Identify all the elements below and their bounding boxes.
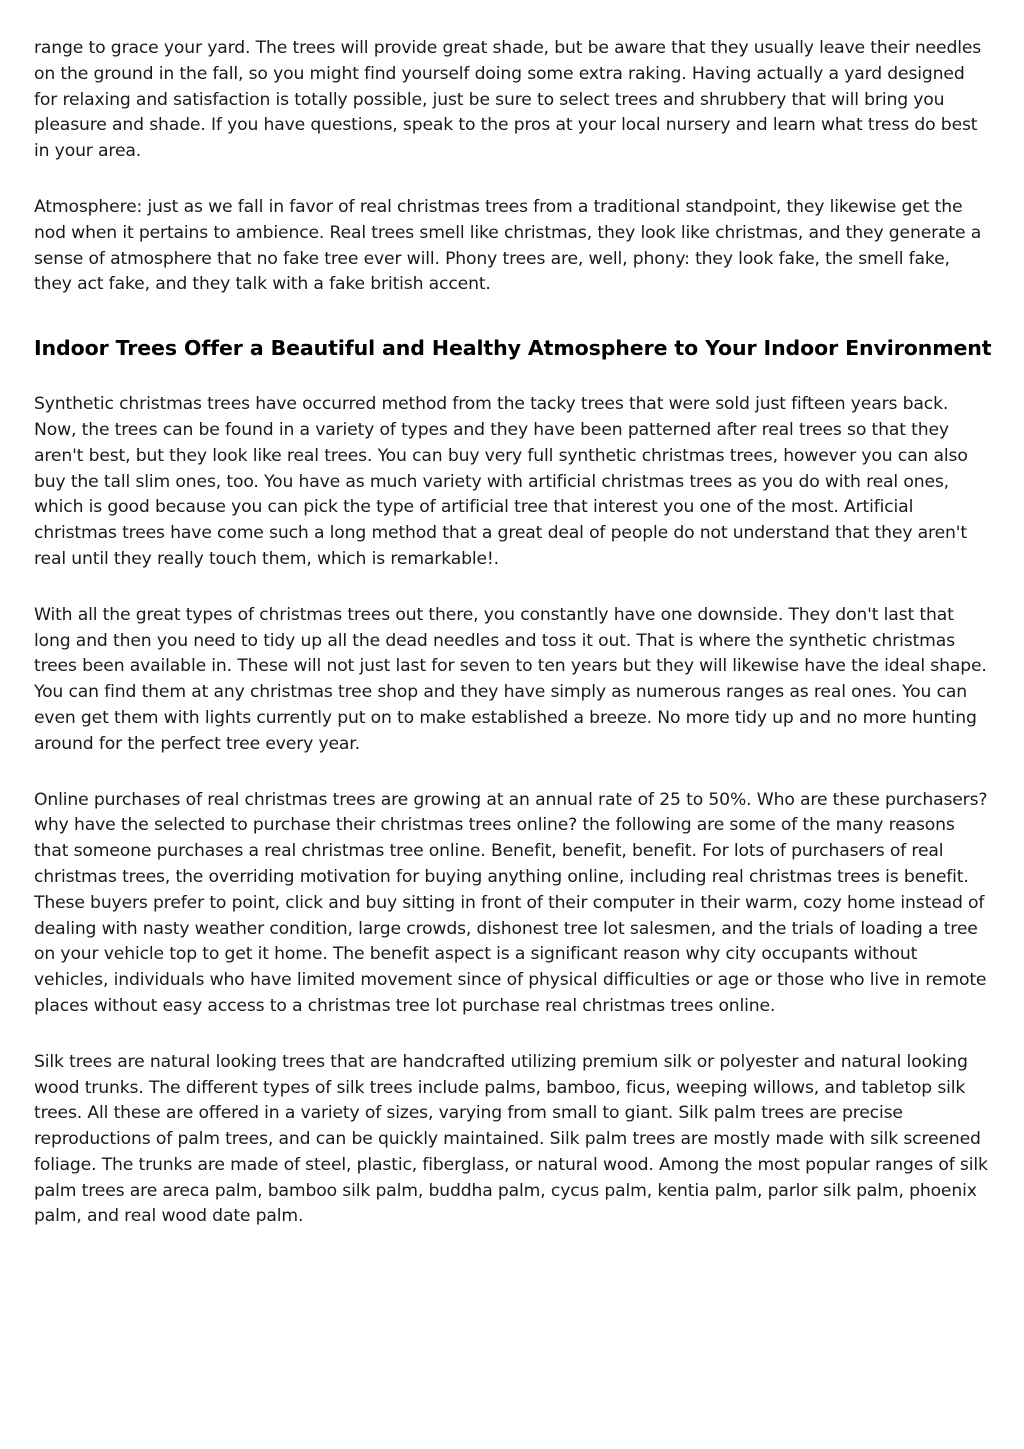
section-heading: Indoor Trees Offer a Beautiful and Healthy Atmosphere to Your Indoor Environment [34, 336, 992, 361]
paragraph-atmosphere: Atmosphere: just as we fall in favor of real christmas trees from a traditional standpoint, they likewise get the nod when it pertains to ambience. Real trees smell like christmas, they look like christmas, and they generate a sense of atmosphere that no fake tree ever will. Phony trees are, well, phony: they look fake, the smell fake, they act fake, and they talk with a fake british accent. [34, 196, 982, 295]
paragraph-yard-trees: range to grace your yard. The trees will provide great shade, but be aware that they usually leave their needles on the ground in the fall, so you might find yourself doing some extra raking. Having actually a yard designed for relaxing and satisfaction is totally possible, just be sure to select trees and shrubbery that will bring you pleasure and shade. If you have questions, speak to the pros at your local nursery and learn what tress do best in your area. [34, 38, 982, 162]
paragraph-synthetic-trees: Synthetic christmas trees have occurred method from the tacky trees that were sold just fifteen years back. Now, the trees can be found in a variety of types and they have been patterned after real trees so that they aren't best, but they look like real trees. You can buy very full synthetic christmas trees, however you can also buy the tall slim ones, too. You have as much variety with artificial christmas trees as you do with real ones, which is good because you can pick the type of artificial tree that interest you one of the most. Artificial christmas trees have come such a long method that a great deal of people do not understand that they aren't real until they really touch them, which is remarkable!. [34, 394, 968, 569]
paragraph-online-purchases: Online purchases of real christmas trees are growing at an annual rate of 25 to 50%. Who are these purchasers? why have the selected to purchase their christmas trees online? the following are some of the many reasons that someone purchases a real christmas tree online. Benefit, benefit, benefit. For lots of purchasers of real christmas trees, the overriding motivation for buying anything online, including real christmas trees is benefit. These buyers prefer to point, click and buy sitting in front of their computer in their warm, cozy home instead of dealing with nasty weather condition, large crowds, dishonest tree lot salesmen, and the trials of loading a tree on your vehicle top to get it home. The benefit aspect is a significant reason why city occupants without vehicles, individuals who have limited movement since of physical difficulties or age or those who live in remote places without easy access to a christmas tree lot purchase real christmas trees online. [34, 789, 988, 1016]
paragraph-great-types: With all the great types of christmas trees out there, you constantly have one downside. They don't last that long and then you need to tidy up all the dead needles and toss it out. That is where the synthetic christmas trees been available in. These will not just last for seven to ten years but they will likewise have the ideal shape. You can find them at any christmas tree shop and they have simply as numerous ranges as real ones. You can even get them with lights currently put on to make established a breeze. No more tidy up and no more hunting around for the perfect tree every year. [34, 604, 987, 754]
document-page [34, 36, 992, 1260]
paragraph-silk-trees: Silk trees are natural looking trees that are handcrafted utilizing premium silk or polyester and natural looking wood trunks. The different types of silk trees include palms, bamboo, ficus, weeping willows, and tabletop silk trees. All these are offered in a variety of sizes, varying from small to giant. Silk palm trees are precise reproductions of palm trees, and can be quickly maintained. Silk palm trees are mostly made with silk screened foliage. The trunks are made of steel, plastic, fiberglass, or natural wood. Among the most popular ranges of silk palm trees are areca palm, bamboo silk palm, buddha palm, cycus palm, kentia palm, parlor silk palm, phoenix palm, and real wood date palm. [34, 1051, 988, 1227]
